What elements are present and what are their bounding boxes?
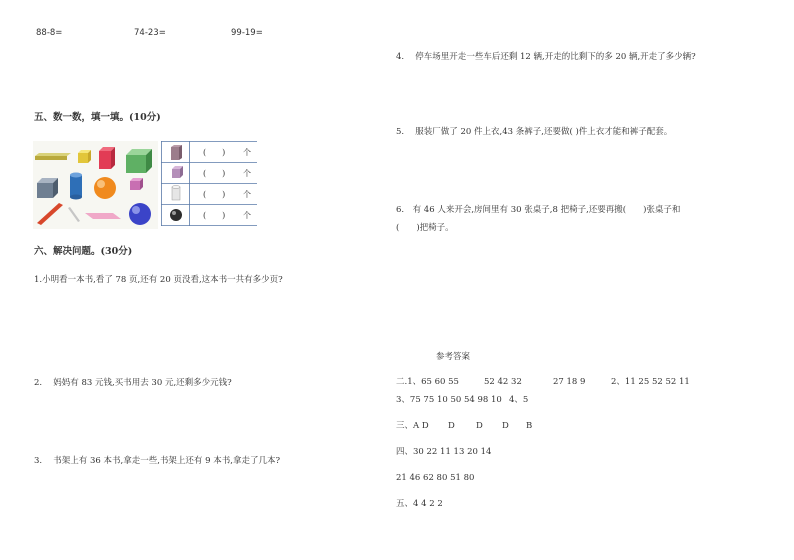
question-3: 3. 书架上有 36 本书,拿走一些,书架上还有 9 本书,拿走了几本? <box>34 456 281 466</box>
question-6-line1: 6. 有 46 人来开会,房间里有 30 张桌子,8 把椅子,还要再搬( )张桌子和 <box>396 205 681 215</box>
row4-paren: ( ) <box>203 211 226 220</box>
answer-line3-c: D <box>476 421 483 431</box>
count-table <box>161 141 257 226</box>
answer-line1-d: 2、11 25 52 52 11 <box>611 377 690 387</box>
cylinder-icon <box>172 186 180 201</box>
answer-line3-d: D <box>502 421 509 431</box>
calc-3: 99-19= <box>231 28 263 38</box>
question-4: 4. 停车场里开走一些车后还剩 12 辆,开走的比剩下的多 20 辆,开走了多少辆? <box>396 52 696 62</box>
section6-title: 六、解决问题。(30分) <box>34 246 133 257</box>
section5-title: 五、数一数，填一填。(10分) <box>34 112 161 123</box>
answer-line3-e: B <box>526 421 533 431</box>
answer-line2-b: 4、5 <box>509 395 529 405</box>
answer-line2-a: 3、75 75 10 50 54 98 10 <box>396 395 502 405</box>
answer-line1-c: 27 18 9 <box>553 377 586 387</box>
answer-line5: 21 46 62 80 51 80 <box>396 473 475 483</box>
shapes-picture <box>33 141 158 229</box>
answer-line6: 五、4 4 2 2 <box>396 499 443 509</box>
answers-title: 参考答案 <box>436 352 471 362</box>
answer-line4: 四、30 22 11 13 20 14 <box>396 447 492 457</box>
question-2: 2. 妈妈有 83 元钱,买书用去 30 元,还剩多少元钱? <box>34 378 232 388</box>
row2-unit: 个 <box>243 169 251 178</box>
question-5: 5. 服装厂做了 20 件上衣,43 条裤子,还要做( )件上衣才能和裤子配套。 <box>396 127 673 137</box>
question-6-line2: ( )把椅子。 <box>396 223 454 233</box>
box-icon <box>171 145 182 160</box>
answer-line1-a: 二.1、65 60 55 <box>396 377 459 387</box>
question-1: 1.小明看一本书,看了 78 页,还有 20 页没看,这本书一共有多少页? <box>34 275 283 285</box>
answer-line1-b: 52 42 32 <box>484 377 522 387</box>
calc-2: 74-23= <box>134 28 166 38</box>
row4-unit: 个 <box>243 211 251 220</box>
row3-paren: ( ) <box>203 190 226 199</box>
row3-unit: 个 <box>243 190 251 199</box>
answer-line3-a: 三、A D <box>396 421 429 431</box>
answer-line3-b: D <box>448 421 455 431</box>
ball-icon <box>170 209 182 221</box>
calc-1: 88-8= <box>36 28 63 38</box>
cube-icon <box>172 166 183 178</box>
row2-paren: ( ) <box>203 169 226 178</box>
row1-unit: 个 <box>243 148 251 157</box>
row1-paren: ( ) <box>203 148 226 157</box>
